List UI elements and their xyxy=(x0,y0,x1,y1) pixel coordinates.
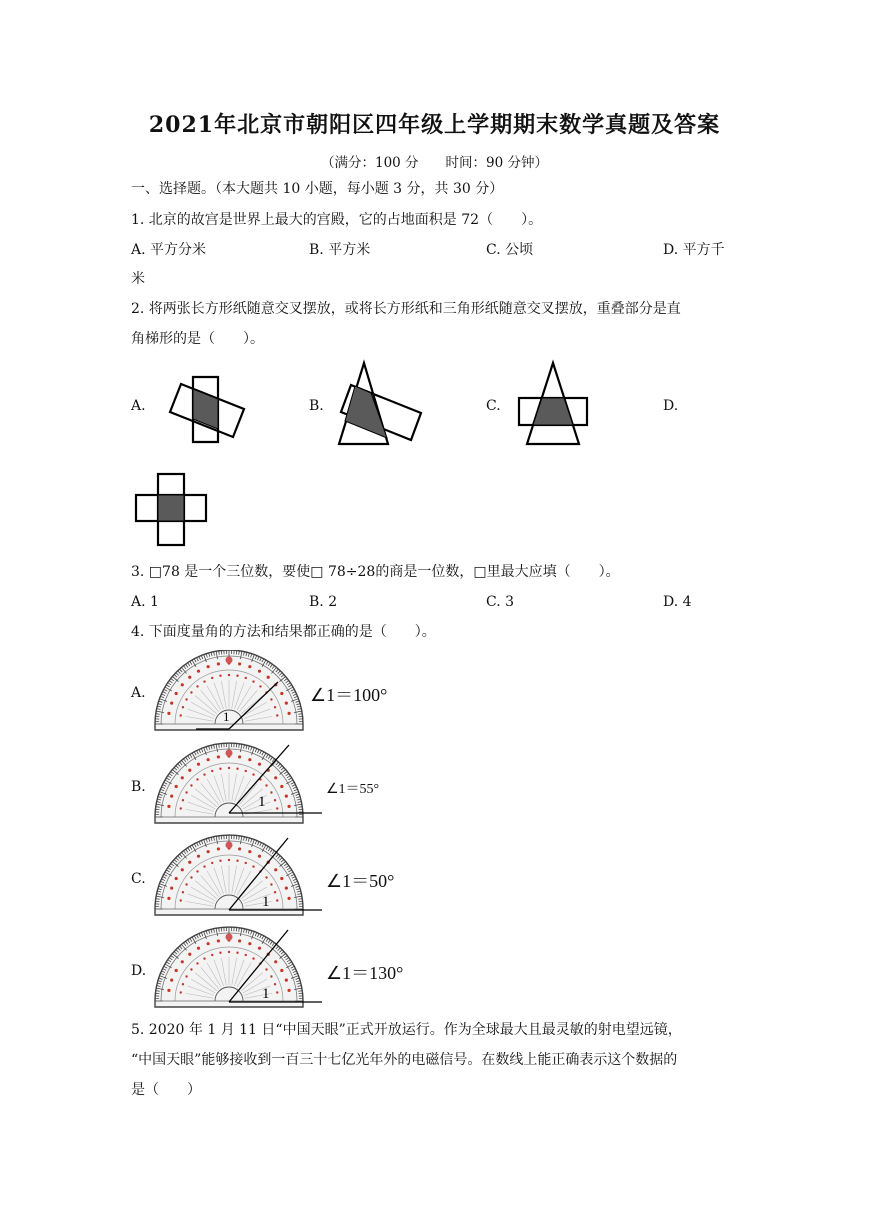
q4-option-a-label: A. xyxy=(131,685,146,701)
q4-protractor-b xyxy=(150,742,330,828)
q3-option-c: C. 3 xyxy=(486,594,515,610)
q1-option-d: D. 平方千 xyxy=(663,242,725,258)
q5-stem-line1: 5. 2020 年 1 月 11 日“中国天眼”正式开放运行。作为全球最大且最灵敏的射电望远镜， xyxy=(131,1022,682,1038)
q2-stem-line1: 2. 将两张长方形纸随意交叉摆放，或将长方形纸和三角形纸随意交叉摆放，重叠部分是直 xyxy=(131,301,681,317)
q2-figure-d xyxy=(134,472,210,548)
exam-info: （满分：100 分 时间：90 分钟） xyxy=(320,155,549,171)
q2-figure-a xyxy=(164,370,248,446)
q1-option-b: B. 平方米 xyxy=(309,242,371,258)
q3-option-b: B. 2 xyxy=(309,594,338,610)
q3-stem: 3. □78 是一个三位数，要使□ 78÷28的商是一位数，□里最大应填（ ）。 xyxy=(131,564,620,580)
angle-mark: 1 xyxy=(223,709,230,724)
q1-stem: 1. 北京的故宫是世界上最大的宫殿，它的占地面积是 72（ ）。 xyxy=(131,212,543,228)
q5-stem-line2: “中国天眼”能够接收到一百三十七亿光年外的电磁信号。在数线上能正确表示这个数据的 xyxy=(131,1052,678,1068)
section-heading: 一、选择题。（本大题共 10 小题，每小题 3 分，共 30 分） xyxy=(131,181,504,197)
q4-option-b-label: B. xyxy=(131,779,146,795)
q4-stem: 4. 下面度量角的方法和结果都正确的是（ ）。 xyxy=(131,624,436,640)
q4-angle-a: ∠1＝100° xyxy=(310,685,388,705)
q1-option-a: A. 平方分米 xyxy=(131,242,207,258)
q5-stem-line3: 是（ ） xyxy=(131,1082,201,1098)
q2-figure-c xyxy=(514,358,592,448)
angle-mark: 1 xyxy=(262,986,270,1002)
angle-mark: 1 xyxy=(262,894,270,910)
q4-protractor-a xyxy=(150,650,310,740)
q2-figure-b xyxy=(332,358,424,448)
q4-option-c-label: C. xyxy=(131,871,146,887)
q3-option-d: D. 4 xyxy=(663,594,692,610)
angle-mark: 1 xyxy=(258,794,266,810)
q4-angle-d: ∠1＝130° xyxy=(326,963,404,983)
q4-protractor-d xyxy=(150,926,330,1012)
q2-option-b-label: B. xyxy=(309,398,324,414)
q4-option-d-label: D. xyxy=(131,963,147,979)
q2-option-c-label: C. xyxy=(486,398,501,414)
q4-angle-c: ∠1＝50° xyxy=(326,871,395,891)
page-title: 2021年北京市朝阳区四年级上学期期末数学真题及答案 xyxy=(148,112,721,138)
q3-option-a: A. 1 xyxy=(131,594,159,610)
q2-stem-line2: 角梯形的是（ ）。 xyxy=(131,331,264,347)
q4-angle-b: ∠1＝55° xyxy=(326,782,380,797)
q2-option-a-label: A. xyxy=(131,398,146,414)
q2-option-d-label: D. xyxy=(663,398,679,414)
q1-option-d-wrap: 米 xyxy=(131,271,145,287)
q4-protractor-c xyxy=(150,834,330,920)
q1-option-c: C. 公顷 xyxy=(486,242,534,258)
